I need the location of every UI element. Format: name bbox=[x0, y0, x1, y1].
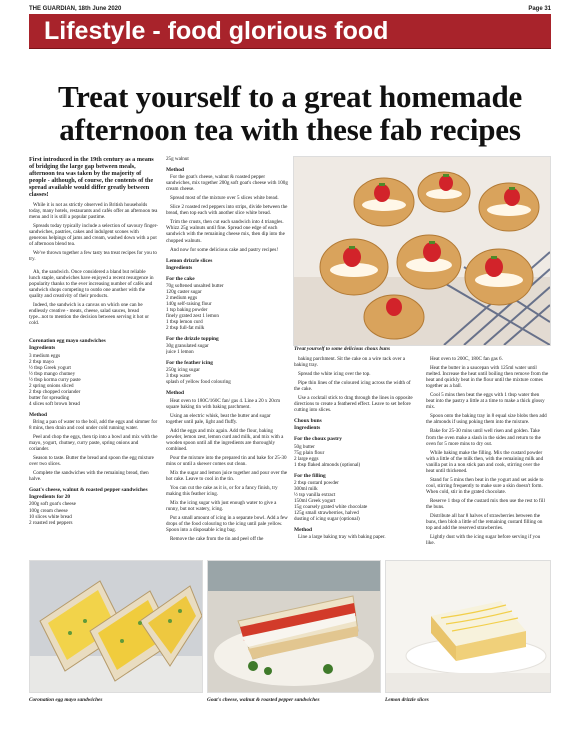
method-step: Remove the cake from the tin and peel off the bbox=[170, 536, 264, 543]
ingredient-item: finely grated zest 1 lemon bbox=[166, 312, 219, 319]
choux-caption: Treat yourself to some delicious choux buns bbox=[294, 346, 391, 352]
lemon-drizzle-illustration bbox=[386, 561, 550, 692]
method-step: While baking make the filling. Mix the custard powder with a little of the milk then, with the remaining milk and vanilla put in a non stick pan and cook, stirring over the heat until thickened. bbox=[426, 449, 544, 474]
ingredient-item: ½ tsp vanilla extract bbox=[294, 491, 336, 498]
lemon-drizzle-caption: Lemon drizzle slices bbox=[385, 697, 429, 703]
method-step: baking parchment. Sit the cake on a wire rack over a baking tray. bbox=[294, 356, 406, 369]
ingredients-heading: Ingredients bbox=[166, 264, 193, 271]
choux-buns-photo bbox=[293, 156, 551, 346]
ingredient-item: splash of yellow food colouring bbox=[166, 379, 231, 386]
method-step: Bake for 25-30 mins until well risen and golden. Take from the oven make a slash in the sides and return to the oven for 5 more mins to dry out. bbox=[426, 428, 541, 447]
recipe-title: Coronation egg mayo sandwiches bbox=[29, 338, 106, 345]
ingredient-item: 15g coarsely grated white chocolate bbox=[294, 503, 368, 510]
ingredient-item: 2 large eggs bbox=[294, 455, 319, 462]
paper-name-date: THE GUARDIAN, 18th June 2020 bbox=[29, 5, 122, 12]
method-step: Mix the sugar and lemon juice together and pour over the hot cake. Leave to cool in the tin. bbox=[166, 469, 288, 483]
goats-cheese-sandwich-photo bbox=[207, 560, 381, 693]
ingredient-list bbox=[166, 283, 288, 331]
ingredient-item: 25g walnut bbox=[166, 156, 189, 162]
ingredient-item: 3 tbsp water bbox=[166, 373, 191, 380]
ingredient-list bbox=[166, 343, 288, 355]
ingredient-item: 4 slices soft brown bread bbox=[29, 400, 80, 407]
method-step: Put a small amount of icing in a separate bowl. Add a few drops of the food colouring to the icing until pale yellow. Spoon into a disposable icing bag. bbox=[166, 515, 288, 534]
method-step: Line a large baking tray with baking paper. bbox=[298, 534, 386, 541]
ingredient-item: butter for spreading bbox=[29, 394, 70, 401]
ingredient-item: 300ml milk bbox=[294, 485, 318, 492]
body-paragraph: Ah, the sandwich. Once considered a bland but reliable lunch staple, sandwiches have enjoyed a recent resurgence in popularity thanks to the ever increasing number of cafés and sandwich shops competing to outdo one another with the quality and creativity of their products. bbox=[29, 268, 154, 300]
article-column-2 bbox=[166, 156, 288, 554]
method-step: Season to taste. Butter the bread and spoon the egg mixture over two slices. bbox=[29, 455, 154, 468]
ingredient-item: 2 roasted red peppers bbox=[29, 519, 73, 526]
ingredient-item: 30g granulated sugar bbox=[166, 343, 209, 350]
ingredient-item: 100g cream cheese bbox=[29, 507, 68, 514]
method-step: Peel and chop the eggs, then tip into a bowl and mix with the mayo, yogurt, chutney, curry paste, spring onions and coriander. bbox=[29, 434, 158, 453]
method-heading: Method bbox=[29, 411, 47, 418]
sub-heading: For the filling bbox=[294, 472, 326, 479]
coronation-sandwich-illustration bbox=[30, 561, 202, 692]
ingredient-item: 140g self-raising flour bbox=[166, 300, 212, 307]
method-step: Complete the sandwiches with the remaining bread, then halve. bbox=[29, 470, 149, 483]
ingredient-item: dusting of icing sugar (optional) bbox=[294, 516, 360, 523]
body-paragraph: And now for some delicious cake and pastry recipes! bbox=[170, 246, 279, 253]
method-step: Spread most of the mixture over 5 slices white bread. bbox=[170, 195, 279, 202]
ingredient-item: 2 tbsp custard powder bbox=[294, 479, 339, 486]
method-step: Lightly dust with the icing sugar before serving if you like. bbox=[426, 534, 541, 547]
method-step: Cool 5 mins then beat the eggs with 1 tbsp water then beat into the pastry a little at a time to make a thick glossy mix. bbox=[426, 392, 545, 411]
ingredient-item: 70g softened unsalted butter bbox=[166, 282, 224, 289]
sub-heading: For the feather icing bbox=[166, 360, 213, 367]
page-number: Page 31 bbox=[528, 5, 551, 12]
method-step: Heat oven to 200C, 180C fan gas 6. bbox=[430, 356, 503, 362]
lemon-drizzle-photo bbox=[385, 560, 551, 693]
goats-cheese-illustration bbox=[208, 561, 380, 692]
ingredient-item: 10 slices white bread bbox=[29, 513, 72, 520]
ingredient-item: 50g butter bbox=[294, 443, 315, 450]
ingredient-list bbox=[294, 480, 416, 522]
goats-cheese-caption: Goat's cheese, walnut & roasted pepper sandwiches bbox=[207, 697, 320, 703]
recipe-title: Goat's cheese, walnut & roasted pepper sandwiches bbox=[29, 487, 148, 494]
coronation-caption: Coronation egg mayo sandwiches bbox=[29, 697, 103, 703]
ingredient-item: 1 tbsp flaked almonds (optional) bbox=[294, 461, 361, 468]
method-step: Heat oven to 180C/160C fan/ gas 4. Line a 20 x 20cm square baking tin with baking parchment. bbox=[166, 397, 281, 410]
coronation-sandwich-photo bbox=[29, 560, 203, 693]
ingredient-item: 2 tbsp chopped coriander bbox=[29, 388, 81, 395]
ingredient-item: 200g soft goat's cheese bbox=[29, 501, 76, 508]
method-step: Heat the butter in a saucepan with 125ml water until melted. Increase the heat until boiling then remove from the heat and quickly beat in the flour until the mixture comes together as a ball. bbox=[426, 365, 549, 390]
method-step: Distribute all bar 8 halves of strawberries between the buns, then blob a little of the remaining custard filling on top and add the reserved strawberries. bbox=[426, 513, 543, 532]
ingredient-item: 120g caster sugar bbox=[166, 288, 202, 295]
body-paragraph: We've thrown together a few tasty tea treat recipes for you to try. bbox=[29, 249, 157, 262]
method-heading: Method bbox=[166, 167, 184, 174]
article-column-3 bbox=[294, 356, 416, 554]
recipe-title: Lemon drizzle slices bbox=[166, 257, 213, 264]
choux-buns-illustration bbox=[294, 157, 550, 345]
method-heading: Method bbox=[294, 527, 312, 534]
ingredient-item: juice 1 lemon bbox=[166, 349, 194, 356]
headline: Treat yourself to a great homemade afternoon tea with these fab recipes bbox=[57, 79, 523, 147]
method-step: Trim the crusts, then cut each sandwich into 4 triangles. Whizz 25g walnuts until fine. Spread one edge of each sandwich with the remaining cheese mix, then dip into the chopped walnuts. bbox=[166, 219, 285, 244]
ingredient-item: 2 medium eggs bbox=[166, 294, 198, 301]
method-step: Spread the white icing over the top. bbox=[298, 371, 371, 378]
ingredient-item: ½ tbsp Greek yogurt bbox=[29, 364, 71, 371]
ingredient-item: 1 tbsp lemon curd bbox=[166, 319, 203, 326]
intro-paragraph: First introduced in the 19th century as a means of bridging the large gap between meals, afternoon tea was taken by the majority of people - although, of course, the contents of the spread available would differ greatly between classes! bbox=[29, 156, 154, 199]
article-column-1 bbox=[29, 156, 158, 554]
ingredient-list bbox=[29, 353, 158, 407]
method-step: Bring a pan of water to the boil, add the eggs and simmer for 8 mins, then drain and cool under cold running water. bbox=[29, 418, 158, 432]
method-step: Spoon onto the baking tray in 8 equal size blobs then add the almonds if using poking them into the mixture. bbox=[426, 413, 547, 426]
method-step: Mix the icing sugar with just enough water to give a runny, but not watery, icing. bbox=[166, 500, 277, 513]
sub-heading: For the drizzle topping bbox=[166, 336, 219, 343]
ingredient-list bbox=[166, 367, 288, 385]
sub-heading: For the choux pastry bbox=[294, 436, 342, 443]
method-step: Reserve 1 tbsp of the custard mix then use the rest to fill the buns. bbox=[426, 497, 545, 510]
ingredient-item: 75g plain flour bbox=[294, 449, 325, 456]
article-column-4 bbox=[426, 356, 549, 554]
recipe-title: Choux buns bbox=[294, 418, 322, 425]
ingredients-heading: Ingredients bbox=[29, 345, 56, 352]
ingredients-heading: Ingredients for 20 bbox=[29, 494, 71, 501]
method-step: Stand for 5 mins then beat in the yogurt and set aside to cool, stirring frequently to make sure a skin doesn't form. When cold, stir in the grated chocolate. bbox=[426, 476, 544, 495]
ingredient-item: ½ tbsp korma curry paste bbox=[29, 376, 81, 383]
ingredient-list bbox=[29, 501, 158, 525]
ingredient-item: 125g small strawberries, halved bbox=[294, 509, 359, 516]
method-step: Pour the mixture into the prepared tin and bake for 25-30 mins or until a skewer comes out clean. bbox=[166, 454, 287, 467]
method-step: Pipe thin lines of the coloured icing across the width of the cake. bbox=[294, 380, 411, 393]
ingredient-item: ½ tbsp mango chutney bbox=[29, 370, 76, 377]
method-step: For the goat's cheese, walnut & roasted pepper sandwiches, mix together 200g soft goat's cheese with 100g cream cheese. bbox=[166, 174, 288, 193]
method-step: You can cut the cake as it is, or for a fancy finish, try making this feather icing. bbox=[166, 485, 278, 498]
sub-heading: For the cake bbox=[166, 275, 195, 282]
body-paragraph: Indeed, the sandwich is a canvas on which one can be endlessly creative - meats, cheese, salad sauces, bread type...not to mention the decision between serving it hot or cold. bbox=[29, 302, 149, 327]
method-step: Add the eggs and mix again. Add the flour, baking powder, lemon zest, lemon curd and milk, and mix with a wooden spoon until all the ingredients are thoroughly combined. bbox=[166, 427, 284, 452]
method-heading: Method bbox=[166, 390, 184, 397]
ingredient-item: 1 tsp baking powder bbox=[166, 306, 208, 313]
ingredient-item: 150ml Greek yogurt bbox=[294, 497, 336, 504]
ingredient-item: 2 tbsp mayo bbox=[29, 358, 54, 365]
ingredient-list bbox=[294, 444, 416, 468]
method-step: Using an electric whisk, beat the butter and sugar together until pale, light and fluffy. bbox=[166, 412, 271, 425]
ingredient-item: 3 medium eggs bbox=[29, 352, 61, 359]
ingredients-heading: Ingredients bbox=[294, 425, 321, 432]
ingredient-item: 2 spring onions sliced bbox=[29, 382, 74, 389]
body-paragraph: While it is not as strictly observed in British households today, many hotels, restaurants and cafés offer an afternoon tea menu and it is still a popular pastime. bbox=[29, 201, 158, 220]
method-step: Slice 2 roasted red peppers into strips, divide between the bread, then top each with another slice white bread. bbox=[166, 204, 288, 217]
section-title: Lifestyle - food glorious food bbox=[44, 17, 389, 45]
body-paragraph: Spreads today typically include a selection of savoury finger-sandwiches, pastries, cakes and indulgent scones with generous helpings of jams and cream, washed down with a pot of afternoon blend tea. bbox=[29, 222, 158, 247]
method-step: Use a cocktail stick to drag through the lines in opposite directions to create a feathered effect. Leave to set before cutting into slices. bbox=[294, 395, 413, 414]
ingredient-item: 2 tbsp full-fat milk bbox=[166, 325, 205, 332]
ingredient-item: 250g icing sugar bbox=[166, 367, 200, 374]
